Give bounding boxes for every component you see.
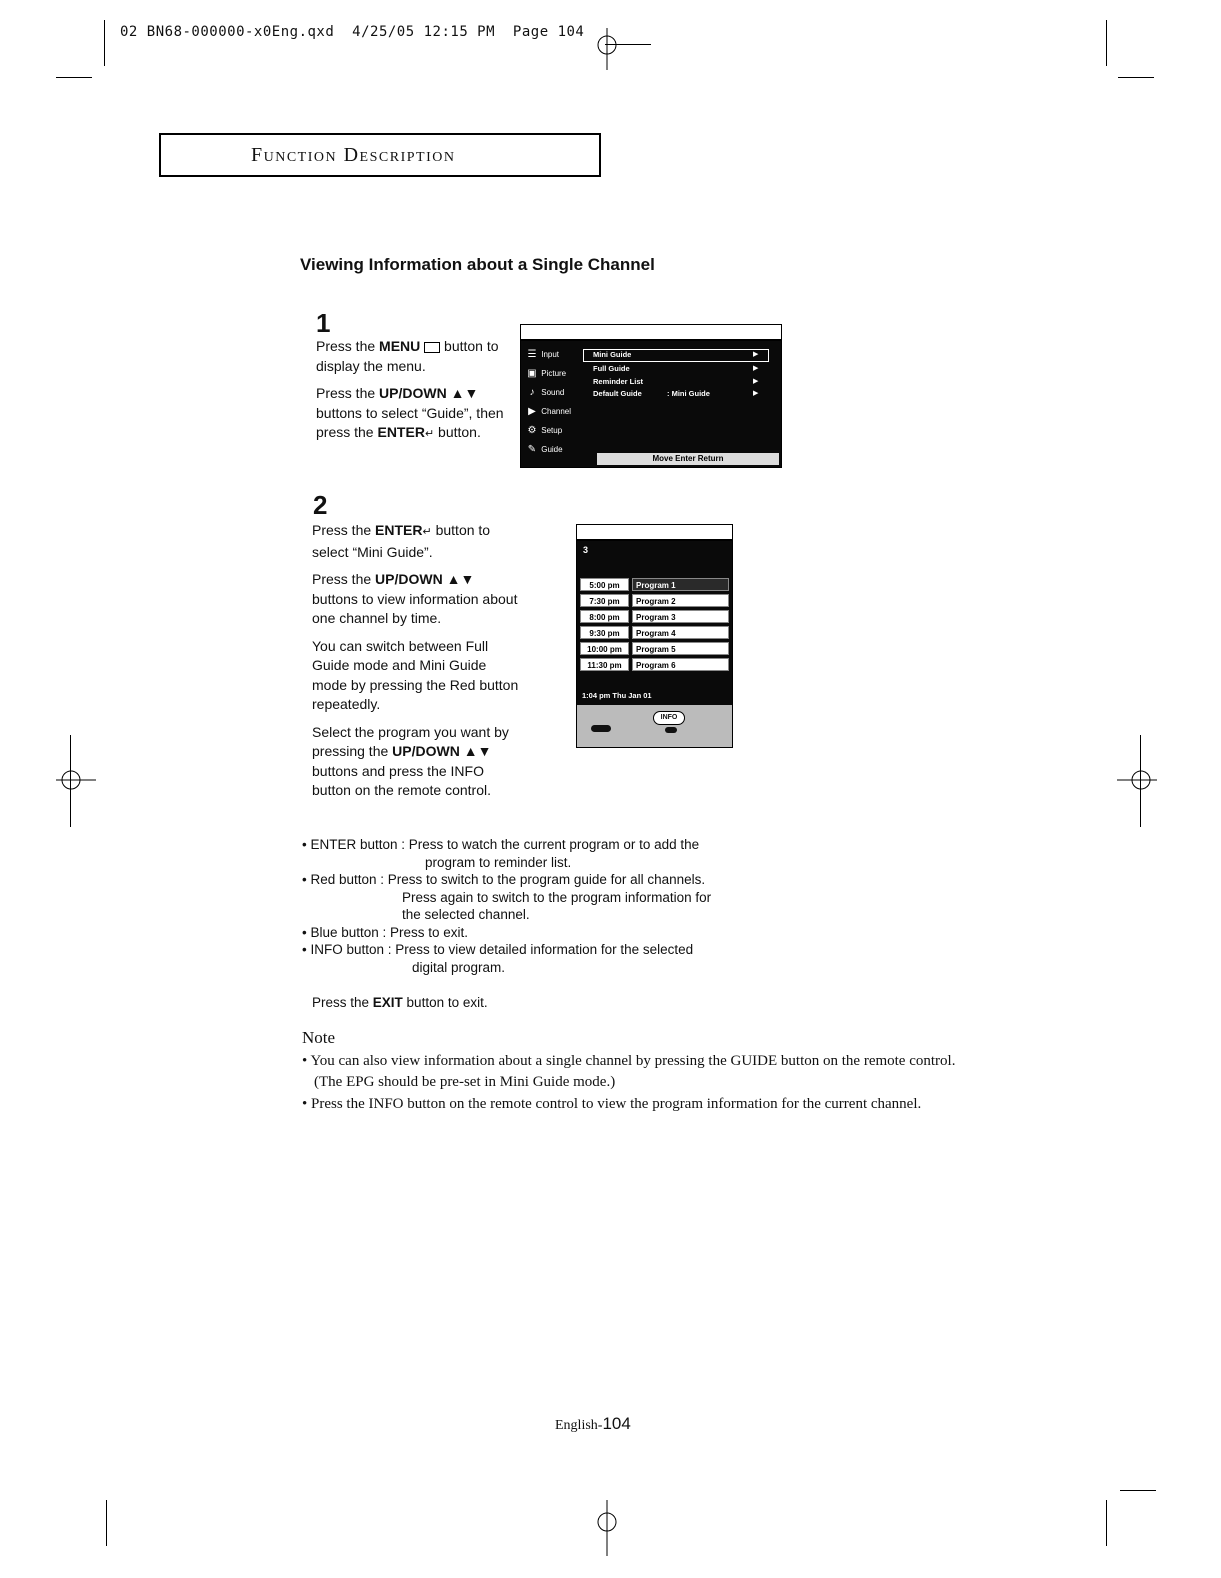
submenu-item: Default Guide — [593, 389, 642, 398]
step-number: 2 — [313, 490, 328, 520]
bullet-continuation: the selected channel. — [402, 907, 530, 922]
slug-page-number: 104 — [557, 24, 585, 40]
step-number: 1 — [316, 308, 331, 338]
enter-button-icon: ↵ — [422, 526, 432, 538]
updown-key-label: UP/DOWN ▲▼ — [375, 571, 475, 587]
updown-key-label: UP/DOWN ▲▼ — [379, 385, 479, 401]
guide-program: Program 4 — [632, 626, 729, 639]
picture-icon: ▣ — [527, 368, 537, 379]
button-explanations — [302, 836, 711, 1012]
guide-icon: ✎ — [527, 444, 537, 455]
guide-time: 7:30 pm — [580, 594, 629, 607]
text: You can switch between Full Guide mode and Mini Guide mode by pressing the Red button repeatedly. — [312, 637, 519, 712]
menu-item-guide — [525, 444, 563, 455]
footer-language: English- — [555, 1418, 603, 1433]
text: buttons to view information about one channel by time. — [312, 590, 518, 626]
menu-item-picture — [525, 368, 566, 379]
guide-button-bar — [577, 705, 732, 747]
crop-mark — [56, 77, 92, 78]
printer-slug — [120, 24, 584, 40]
slug-date: 4/25/05 — [352, 24, 415, 40]
crop-mark — [1120, 1490, 1156, 1491]
text: Press the — [312, 522, 376, 538]
chevron-right-icon: ▶ — [753, 351, 759, 358]
setup-icon: ⚙ — [527, 425, 537, 436]
menu-label: Picture — [541, 369, 567, 378]
submenu-item: Reminder List — [593, 377, 644, 386]
bullet-item: • INFO button : Press to view detailed information for the selected — [302, 942, 694, 957]
submenu-item: Full Guide — [593, 364, 630, 373]
updown-key-label: UP/DOWN ▲▼ — [392, 743, 492, 759]
crop-mark — [106, 1500, 107, 1546]
submenu-value: : Mini Guide — [667, 389, 710, 398]
input-icon: ☰ — [527, 349, 537, 360]
note-item: • Press the INFO button on the remote control to view the program information for the current channel. — [302, 1096, 922, 1112]
blue-button-icon — [665, 727, 677, 733]
screen-top-bar — [577, 525, 732, 541]
bullet-continuation: Press again to switch to the program information for — [402, 889, 712, 905]
menu-label: Channel — [541, 407, 572, 416]
text: Press the — [312, 995, 373, 1010]
text: Select the program you want by pressing the — [312, 723, 509, 759]
screen-hint-text: Move Enter Return — [652, 454, 724, 463]
bullet-item: • Red button : Press to switch to the program guide for all channels. — [302, 872, 706, 887]
text: Press the — [316, 385, 380, 401]
info-button — [653, 711, 685, 725]
menu-item-setup — [525, 425, 562, 436]
note-item: • You can also view information about a single channel by pressing the GUIDE button on the remote control. (The EPG should be pre-set in Mini Guide mode.) — [302, 1053, 956, 1090]
slug-page-label: Page — [512, 24, 549, 40]
step2-instructions — [312, 521, 522, 809]
crop-mark — [1106, 20, 1107, 66]
tv-menu-screenshot — [520, 324, 782, 468]
crop-mark — [1106, 1500, 1107, 1546]
bullet-item: • Blue button : Press to exit. — [302, 924, 469, 940]
enter-key-label: ENTER — [375, 522, 423, 538]
footer-page-number: 104 — [602, 1414, 631, 1433]
menu-label: Setup — [541, 426, 563, 435]
slug-time: 12:15 PM — [423, 24, 496, 40]
menu-item-sound — [525, 387, 564, 398]
chevron-right-icon: ▶ — [753, 365, 759, 372]
text: button to display the menu. — [316, 338, 499, 374]
step1-instructions — [316, 337, 514, 453]
registration-mark-icon — [56, 765, 96, 795]
menu-label: Input — [541, 350, 560, 359]
page-header-title: Function Description — [251, 144, 456, 166]
registration-mark-icon — [1117, 765, 1157, 795]
guide-program: Program 6 — [632, 658, 729, 671]
guide-program: Program 2 — [632, 594, 729, 607]
text: button to select “Mini Guide”. — [312, 522, 491, 560]
menu-item-input — [525, 349, 559, 360]
chevron-right-icon: ▶ — [753, 390, 759, 397]
registration-mark-icon — [592, 20, 622, 70]
sound-icon: ♪ — [529, 387, 535, 398]
red-button-icon — [591, 725, 611, 732]
enter-button-icon: ↵ — [424, 428, 435, 440]
menu-item-channel — [525, 406, 571, 417]
guide-time: 10:00 pm — [580, 642, 629, 655]
channel-number: 3 — [583, 545, 589, 555]
info-label: INFO — [660, 714, 678, 721]
text: Press the — [316, 338, 380, 354]
enter-key-label: ENTER — [377, 424, 425, 440]
registration-mark-icon — [592, 1500, 622, 1556]
bullet-item: • ENTER button : Press to watch the current program or to add the — [302, 837, 700, 852]
guide-program: Program 1 — [632, 578, 729, 591]
menu-label: Guide — [541, 445, 563, 454]
guide-program: Program 3 — [632, 610, 729, 623]
menu-label: Sound — [541, 388, 565, 397]
submenu-item: Mini Guide — [593, 350, 632, 359]
text: buttons to select “Guide”, then press the — [316, 404, 504, 440]
section-title: Viewing Information about a Single Channel — [300, 255, 655, 274]
guide-time: 9:30 pm — [580, 626, 629, 639]
page-footer — [555, 1414, 631, 1434]
bullet-continuation: program to reminder list. — [425, 854, 572, 870]
mini-guide-screenshot — [576, 524, 733, 748]
exit-instruction — [302, 994, 711, 1012]
guide-program: Program 5 — [632, 642, 729, 655]
section-header-box — [159, 133, 601, 177]
menu-key-label: MENU — [379, 338, 421, 354]
channel-icon: ▶ — [528, 406, 536, 417]
note-title: Note — [302, 1028, 336, 1047]
text: buttons and press the INFO button on the remote control. — [312, 762, 491, 798]
chevron-right-icon: ▶ — [753, 378, 759, 385]
exit-key-label: EXIT — [372, 995, 403, 1010]
text: button. — [434, 424, 481, 440]
guide-time: 5:00 pm — [580, 578, 629, 591]
guide-time: 11:30 pm — [580, 658, 629, 671]
screen-bottom-bar — [597, 453, 779, 465]
crop-mark — [1118, 77, 1154, 78]
screen-top-bar — [521, 325, 781, 341]
guide-clock: 1:04 pm Thu Jan 01 — [582, 691, 652, 700]
slug-file: 02 BN68-000000-x0Eng.qxd — [120, 24, 335, 40]
note-list — [302, 1051, 982, 1116]
crop-mark — [104, 20, 105, 66]
text: Press the — [312, 571, 376, 587]
text: button to exit. — [402, 995, 488, 1010]
guide-time: 8:00 pm — [580, 610, 629, 623]
menu-button-icon — [424, 342, 440, 353]
bullet-continuation: digital program. — [412, 959, 506, 975]
